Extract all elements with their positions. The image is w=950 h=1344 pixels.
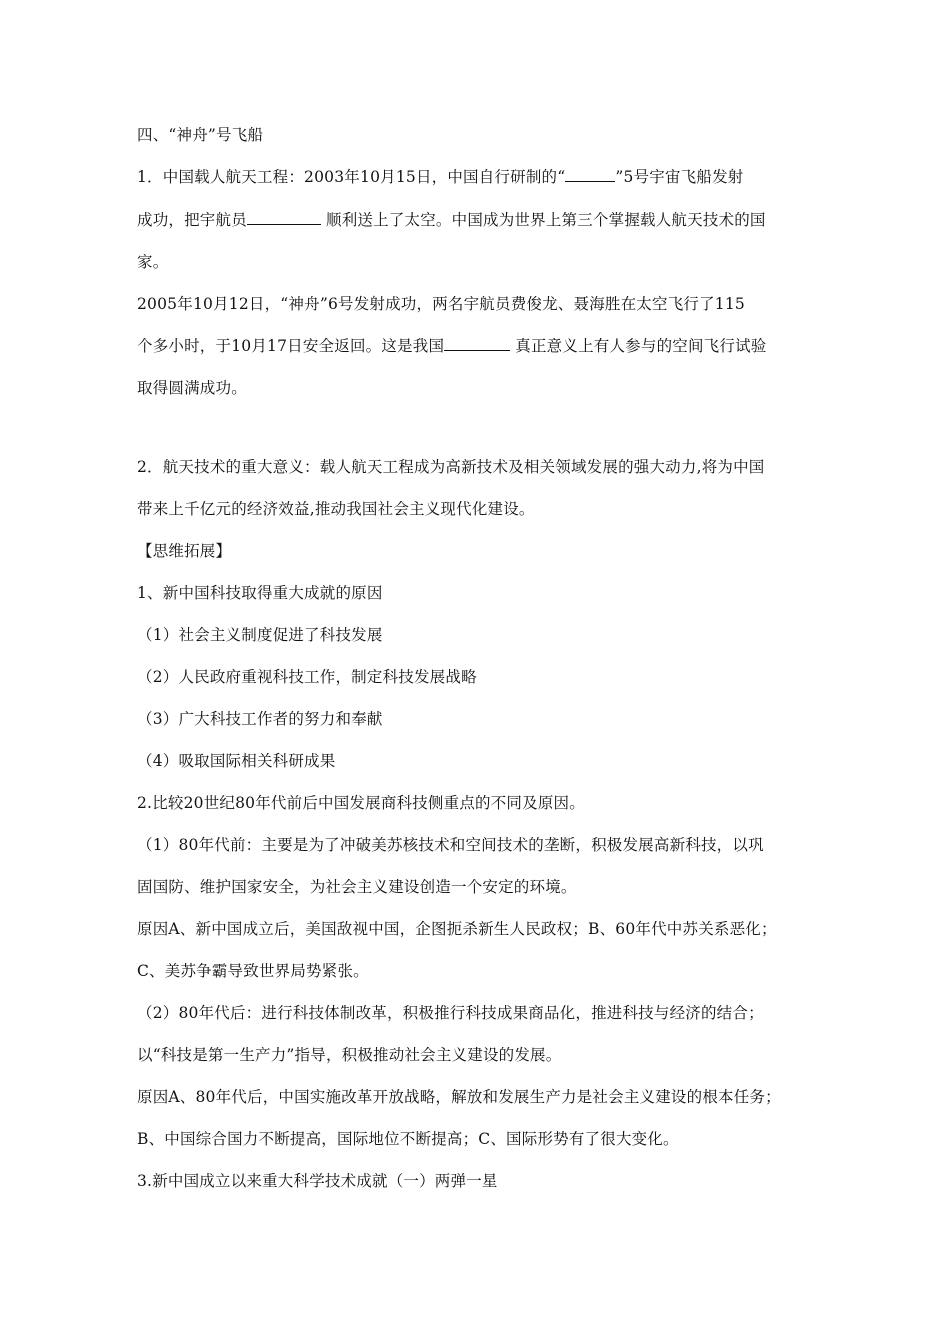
p2-line1: 2005年10月12日，“神舟”6号发射成功，两名宇航员费俊龙、聂海胜在太空飞行了115 [137,295,745,313]
q2-before-line2: 固国防、维护国家安全，为社会主义建设创造一个安定的环境。 [137,878,577,896]
q2-after-line2: 以“科技是第一生产力”指导，积极推动社会主义建设的发展。 [137,1046,562,1064]
p2-line2-text-a: 个多小时，于10月17日安全返回。这是我国 [137,337,445,355]
q2-before-reason-line2: C、美苏争霸导致世界局势紧张。 [137,962,369,980]
q1-item: （1）社会主义制度促进了科技发展 [137,626,383,644]
q1-title: 1、新中国科技取得重大成就的原因 [137,584,383,602]
q2-title: 2.比较20世纪80年代前后中国发展商科技侧重点的不同及原因。 [137,794,585,812]
p1-line1-text-a: 1．中国载人航天工程：2003年10月15日，中国自行研制的“ [137,168,566,186]
p1-line2 [137,210,766,230]
q2-before-reason-line1: 原因A、新中国成立后，美国敌视中国，企图扼杀新生人民政权；B、60年代中苏关系恶化； [137,920,777,938]
p1-line2-text-a: 成功，把宇航员 [137,211,247,229]
q3-title: 3.新中国成立以来重大科学技术成就（一）两弹一星 [137,1172,498,1190]
q2-after-reason-line2: B、中国综合国力不断提高，国际地位不断提高；C、国际形势有了很大变化。 [137,1130,679,1148]
p3-line2: 带来上千亿元的经济效益,推动我国社会主义现代化建设。 [137,500,535,518]
q2-before-line1: （1）80年代前：主要是为了冲破美苏核技术和空间技术的垄断，积极发展高新科技，以巩 [137,836,764,854]
p1-line1 [137,167,743,187]
p2-line2-text-b: 真正意义上有人参与的空间飞行试验 [510,337,767,355]
q1-item: （4）吸取国际相关科研成果 [137,752,336,770]
fill-blank-3[interactable] [444,336,510,351]
p1-line3: 家。 [137,253,169,271]
p2-line3: 取得圆满成功。 [137,379,247,397]
q1-item: （3）广大科技工作者的努力和奉献 [137,710,383,728]
q2-after-reason-line1: 原因A、80年代后，中国实施改革开放战略，解放和发展生产力是社会主义建设的根本任务； [137,1088,781,1106]
q1-item: （2）人民政府重视科技工作，制定科技发展战略 [137,668,477,686]
fill-blank-1[interactable] [565,167,615,182]
p1-line1-text-b: ”5号宇宙飞船发射 [615,168,744,186]
p2-line2 [137,336,767,356]
p3-line1: 2．航天技术的重大意义：载人航天工程成为高新技术及相关领域发展的强大动力,将为中国 [137,458,765,476]
q2-after-line1: （2）80年代后：进行科技体制改革，积极推行科技成果商品化，推进科技与经济的结合； [137,1004,764,1022]
section-title: 四、“神舟”号飞船 [137,126,264,144]
p1-line2-text-b: 顺利送上了太空。中国成为世界上第三个掌握载人航天技术的国 [320,211,766,229]
fill-blank-2[interactable] [247,210,321,225]
extension-heading: 【思维拓展】 [137,542,232,560]
